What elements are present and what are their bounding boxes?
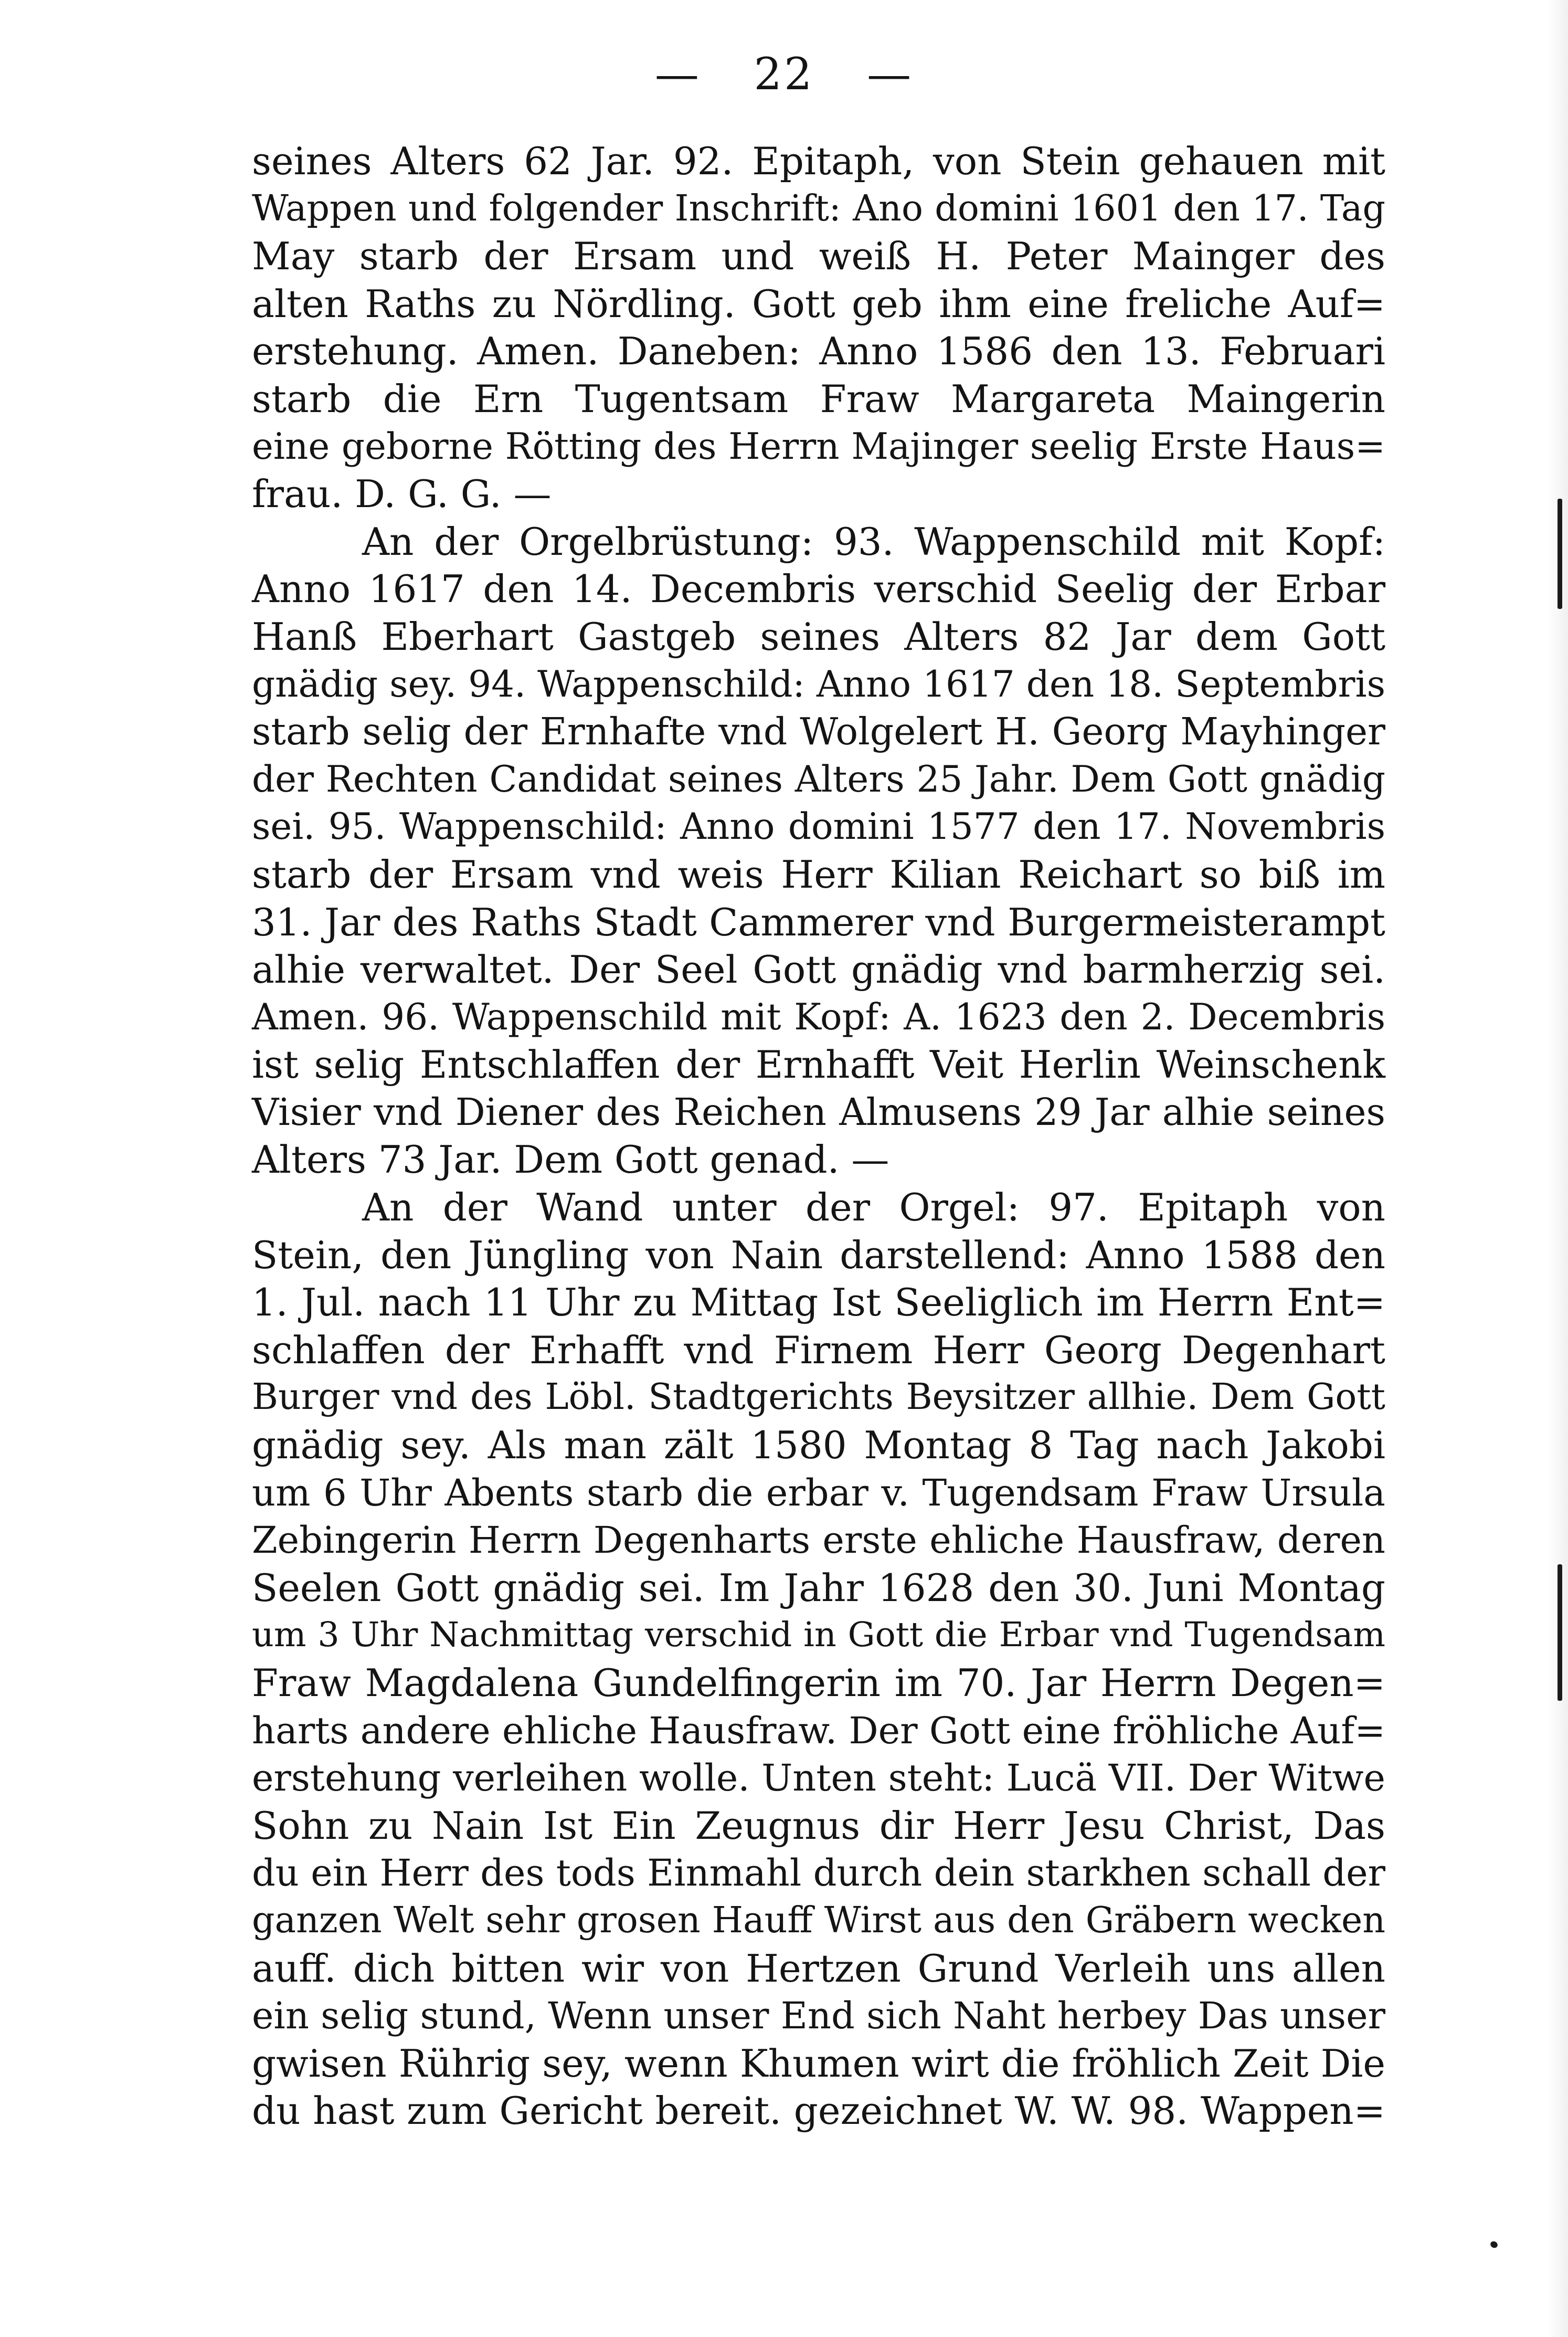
text-line: gwisen Rührig sey, wenn Khumen wirt die fröhlich Zeit Die — [252, 2041, 1385, 2086]
text-line: Seelen Gott gnädig sei. Im Jahr 1628 den 30. Juni Montag — [252, 1565, 1385, 1610]
text-line: frau. D. G. G. — — [252, 472, 552, 517]
text-line: starb der Ersam vnd weis Herr Kilian Reichart so biß im — [252, 852, 1385, 897]
paragraph-start-line: An der Wand unter der Orgel: 97. Epitaph von — [362, 1185, 1385, 1230]
text-line: gnädig sey. 94. Wappenschild: Anno 1617 den 18. Septembris — [252, 663, 1385, 706]
text-line: harts andere ehliche Hausfraw. Der Gott eine fröhliche Auf= — [252, 1709, 1385, 1752]
scan-margin-mark — [1558, 499, 1562, 609]
text-line: um 3 Uhr Nachmittag verschid in Gott die Erbar vnd Tugendsam — [252, 1615, 1385, 1655]
text-line: Anno 1617 den 14. Decembris verschid Seelig der Erbar — [252, 567, 1385, 612]
page-edge-shadow — [1547, 0, 1568, 2337]
text-line: Fraw Magdalena Gundelfingerin im 70. Jar Herrn Degen= — [252, 1661, 1385, 1705]
text-line: auff. dich bitten wir von Hertzen Grund Verleih uns allen — [252, 1946, 1385, 1991]
text-line: Zebingerin Herrn Degenharts erste ehliche Hausfraw, deren — [252, 1519, 1385, 1562]
text-line: Sohn zu Nain Ist Ein Zeugnus dir Herr Jesu Christ, Das — [252, 1803, 1385, 1848]
page-number-dash-left: — — [654, 48, 701, 100]
text-line: sei. 95. Wappenschild: Anno domini 1577 den 17. Novembris — [252, 806, 1385, 848]
body-text — [252, 138, 1385, 2135]
text-line: um 6 Uhr Abents starb die erbar v. Tugendsam Fraw Ursula — [252, 1471, 1385, 1514]
text-line: schlaffen der Erhafft vnd Firnem Herr Georg Degenhart — [252, 1328, 1385, 1372]
text-line: der Rechten Candidat seines Alters 25 Jahr. Dem Gott gnädig — [252, 758, 1385, 801]
text-line: Amen. 96. Wappenschild mit Kopf: A. 1623 den 2. Decembris — [252, 996, 1385, 1038]
text-line: gnädig sey. Als man zält 1580 Montag 8 Tag nach Jakobi — [252, 1423, 1385, 1468]
text-line: ganzen Welt sehr grosen Hauff Wirst aus den Gräbern wecken — [252, 1899, 1385, 1941]
paragraph-start-line: An der Orgelbrüstung: 93. Wappenschild mit Kopf: — [362, 519, 1385, 564]
text-line: Burger vnd des Löbl. Stadtgerichts Beysitzer allhie. Dem Gott — [252, 1376, 1385, 1418]
page-number-header — [0, 48, 1568, 100]
text-line: ist selig Entschlaffen der Ernhafft Veit Herlin Weinschenk — [252, 1043, 1385, 1087]
text-line: ein selig stund, Wenn unser End sich Naht herbey Das unser — [252, 1994, 1385, 2038]
text-line: starb die Ern Tugentsam Fraw Margareta Maingerin — [252, 376, 1385, 421]
scan-speck — [1489, 2240, 1499, 2249]
text-line: starb selig der Ernhafte vnd Wolgelert H. Georg Mayhinger — [252, 710, 1385, 754]
text-line: Stein, den Jüngling von Nain darstellend: Anno 1588 den — [252, 1233, 1385, 1277]
text-line: alten Raths zu Nördling. Gott geb ihm eine freliche Auf= — [252, 281, 1385, 326]
text-line: du hast zum Gericht bereit. gezeichnet W. W. 98. Wappen= — [252, 2089, 1385, 2133]
text-line: 31. Jar des Raths Stadt Cammerer vnd Burgermeisterampt — [252, 900, 1385, 944]
text-line: Visier vnd Diener des Reichen Almusens 29 Jar alhie seines — [252, 1090, 1385, 1134]
text-line: Wappen und folgender Inschrift: Ano domini 1601 den 17. Tag — [252, 187, 1385, 229]
text-line: seines Alters 62 Jar. 92. Epitaph, von Stein gehauen mit — [252, 139, 1385, 183]
text-line: erstehung. Amen. Daneben: Anno 1586 den 13. Februari — [252, 329, 1385, 374]
text-line: eine geborne Rötting des Herrn Majinger seelig Erste Haus= — [252, 425, 1385, 468]
text-line: alhie verwaltet. Der Seel Gott gnädig vnd barmherzig sei. — [252, 948, 1385, 992]
page-number: 22 — [754, 48, 814, 100]
page-number-dash-right: — — [867, 48, 914, 100]
text-line: erstehung verleihen wolle. Unten steht: Lucä VII. Der Witwe — [252, 1756, 1385, 1800]
text-line: May starb der Ersam und weiß H. Peter Mainger des — [252, 234, 1385, 279]
text-line: Hanß Eberhart Gastgeb seines Alters 82 Jar dem Gott — [252, 614, 1385, 659]
text-line: 1. Jul. nach 11 Uhr zu Mittag Ist Seeliglich im Herrn Ent= — [252, 1280, 1385, 1325]
text-line: du ein Herr des tods Einmahl durch dein starkhen schall der — [252, 1851, 1385, 1895]
text-line: Alters 73 Jar. Dem Gott genad. — — [252, 1138, 889, 1182]
scan-margin-mark — [1558, 1564, 1562, 1701]
